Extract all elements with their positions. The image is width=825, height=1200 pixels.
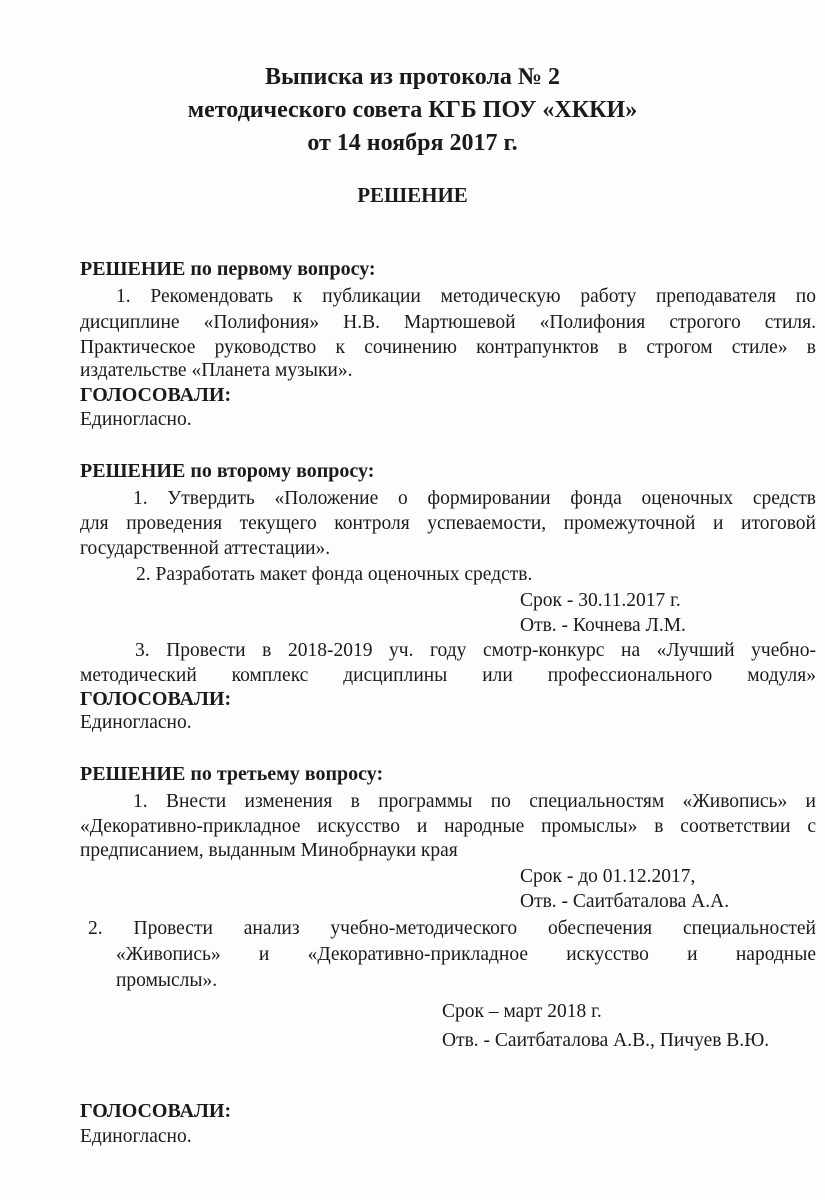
q1-item1-line2: дисциплине «Полифония» Н.В. Мартюшевой «Полифония строгого стиля. [80, 312, 816, 333]
q1-heading: РЕШЕНИЕ по первому вопросу: [80, 258, 376, 280]
q3-vote-result: Единогласно. [80, 1126, 192, 1147]
q3-responsible-2: Отв. - Саитбаталова А.В., Пичуев В.Ю. [442, 1030, 770, 1051]
q3-item1-line3: предписанием, выданным Минобрнауки края [80, 840, 458, 861]
q2-voted-label: ГОЛОСОВАЛИ: [80, 688, 232, 710]
q2-deadline: Срок - 30.11.2017 г. [520, 590, 681, 611]
q3-responsible-1: Отв. - Саитбаталова А.А. [520, 891, 730, 912]
q3-item2-line1: 2. Провести анализ учебно-методического обеспечения специальностей [88, 918, 816, 939]
q2-item3-line1: 3. Провести в 2018-2019 уч. году смотр-конкурс на «Лучший учебно- [135, 640, 816, 661]
q1-item1-line1: 1. Рекомендовать к публикации методическую работу преподавателя по [116, 286, 816, 307]
doc-title-line-1: Выписка из протокола № 2 [264, 64, 561, 90]
q2-heading: РЕШЕНИЕ по второму вопросу: [80, 460, 375, 482]
q2-item2: 2. Разработать макет фонда оценочных средств. [136, 564, 533, 585]
q1-item1-line4: издательстве «Планета музыки». [80, 360, 353, 381]
q2-vote-result: Единогласно. [80, 712, 192, 733]
q3-item1-line2: «Декоративно-прикладное искусство и народные промыслы» в соответствии с [80, 816, 816, 837]
q2-item3-line2: методический комплекс дисциплины или профессионального модуля» [80, 665, 816, 686]
q3-item2-line3: промыслы». [116, 970, 218, 991]
doc-title-line-2: методического совета КГБ ПОУ «ХККИ» [187, 97, 638, 123]
q3-deadline-1: Срок - до 01.12.2017, [520, 866, 696, 887]
q2-item1-line3: государственной аттестации». [80, 538, 331, 559]
q2-item1-line2: для проведения текущего контроля успеваемости, промежуточной и итоговой [80, 513, 816, 534]
decision-title: РЕШЕНИЕ [357, 183, 468, 207]
q3-voted-label: ГОЛОСОВАЛИ: [80, 1100, 232, 1122]
q2-item1-line1: 1. Утвердить «Положение о формировании фонда оценочных средств [133, 488, 816, 509]
q1-item1-line3: Практическое руководство к сочинению контрапунктов в строгом стиле» в [80, 337, 816, 358]
doc-title-line-3: от 14 ноября 2017 г. [307, 130, 518, 156]
q3-deadline-2: Срок – март 2018 г. [442, 1001, 602, 1022]
q3-heading: РЕШЕНИЕ по третьему вопросу: [80, 763, 384, 785]
q1-vote-result: Единогласно. [80, 409, 192, 430]
q3-item2-line2: «Живопись» и «Декоративно-прикладное искусство и народные [116, 944, 816, 965]
q3-item1-line1: 1. Внести изменения в программы по специальностям «Живопись» и [133, 791, 816, 812]
q2-responsible: Отв. - Кочнева Л.М. [520, 615, 686, 636]
q1-voted-label: ГОЛОСОВАЛИ: [80, 384, 232, 406]
